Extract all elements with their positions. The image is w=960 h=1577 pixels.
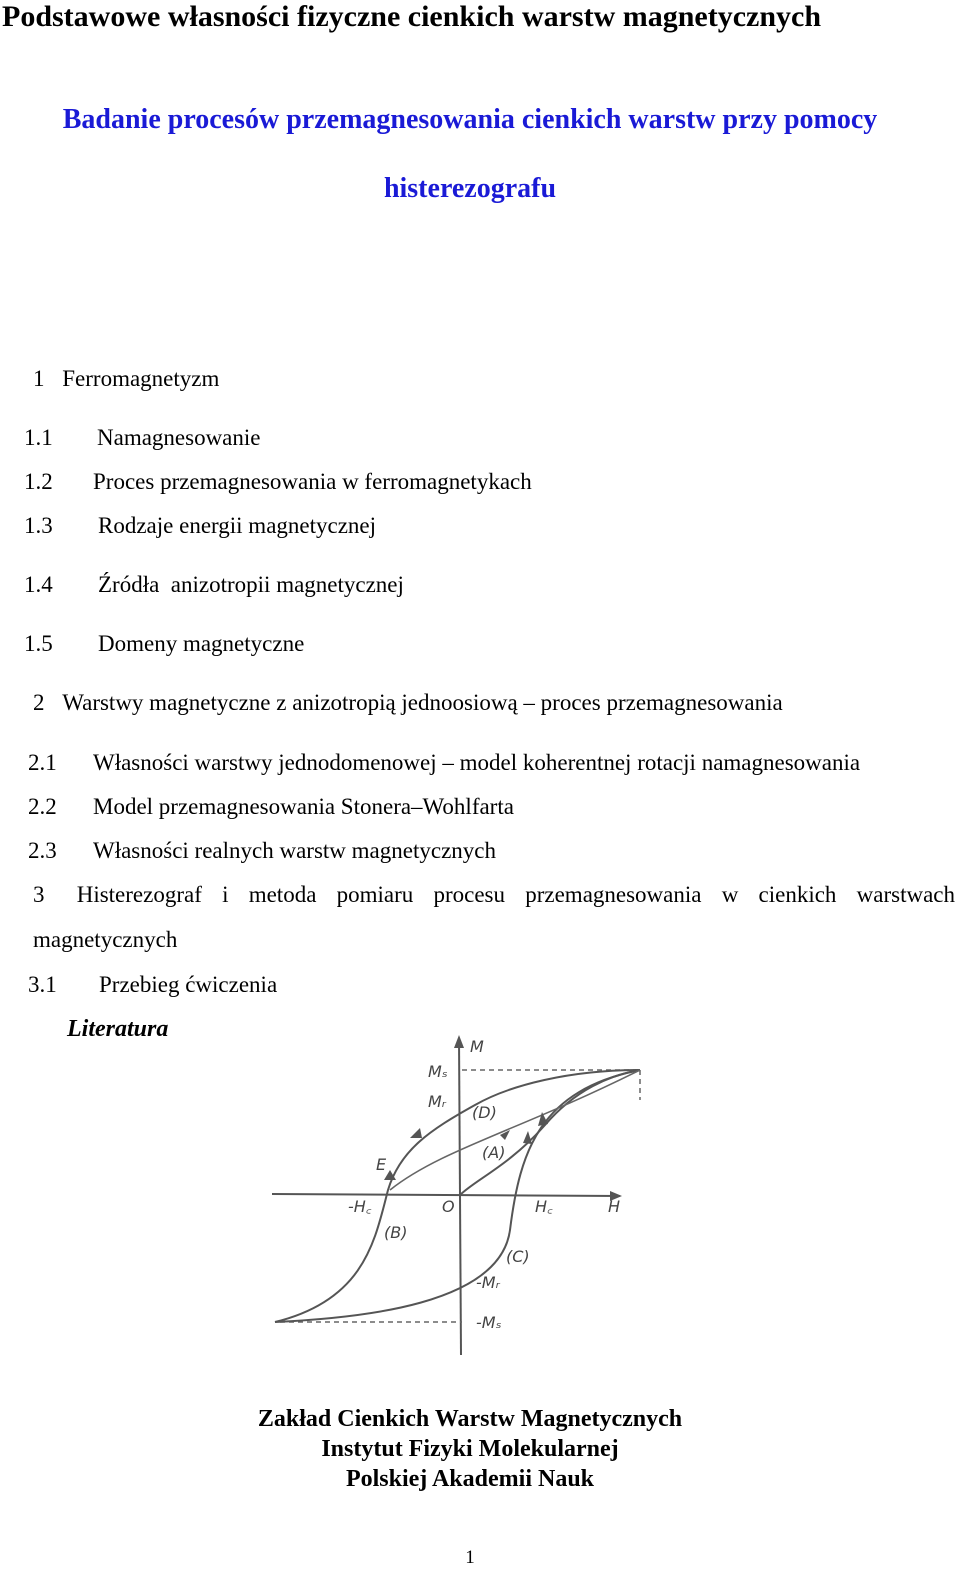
label-m: M xyxy=(470,1037,484,1056)
toc-section-1-5 xyxy=(24,631,305,657)
label-c: (C) xyxy=(506,1247,530,1266)
toc-section-2-3 xyxy=(28,838,496,864)
toc-section-3 xyxy=(33,882,955,908)
toc-literature: Literatura xyxy=(67,1016,169,1042)
footer-line-3: Polskiej Akademii Nauk xyxy=(345,1466,595,1492)
toc-number: 2.1 xyxy=(28,750,57,775)
toc-number: 1.5 xyxy=(24,631,53,656)
toc-section-3-1 xyxy=(28,972,278,998)
toc-label: Źródła anizotropii magnetycznej xyxy=(98,572,404,597)
toc-section-3-continuation: magnetycznych xyxy=(33,927,178,952)
label-ms: Mₛ xyxy=(428,1062,448,1081)
toc-section-2 xyxy=(33,690,783,716)
label-origin: O xyxy=(442,1197,455,1216)
toc-label: Warstwy magnetyczne z anizotropią jednoosiową – proces przemagnesowania xyxy=(62,690,783,715)
toc-label: Domeny magnetyczne xyxy=(98,631,305,656)
toc-label: Histerezograf i metoda pomiaru procesu przemagnesowania w cienkich warstwach xyxy=(76,882,955,907)
toc-label: Model przemagnesowania Stonera–Wohlfarta xyxy=(93,794,514,819)
page-number: 1 xyxy=(465,1547,475,1568)
toc-label: Własności warstwy jednodomenowej – model koherentnej rotacji namagnesowania xyxy=(93,750,861,775)
label-b: (B) xyxy=(384,1223,408,1242)
label-mr: Mᵣ xyxy=(428,1092,446,1111)
label-a: (A) xyxy=(482,1143,506,1162)
document-title: Podstawowe własności fizyczne cienkich warstw magnetycznych xyxy=(2,0,822,33)
toc-section-2-1 xyxy=(28,750,861,776)
label-neg-ms: -Mₛ xyxy=(476,1313,502,1332)
subtitle-line-2: histerezografu xyxy=(383,173,557,204)
toc-number: 1.3 xyxy=(24,513,53,538)
toc-number: 2 xyxy=(33,690,45,715)
toc-number: 1.4 xyxy=(24,572,53,597)
toc-label: Własności realnych warstw magnetycznych xyxy=(93,838,496,863)
toc-section-1-3 xyxy=(24,513,377,539)
toc-label: Namagnesowanie xyxy=(97,425,261,450)
hysteresis-loop-figure xyxy=(270,1030,660,1360)
toc-section-1-4 xyxy=(24,572,404,598)
toc-section-1-2 xyxy=(24,469,532,495)
label-neg-hc: -H꜀ xyxy=(348,1197,372,1216)
subtitle-line-1: Badanie procesów przemagnesowania cienkich warstw przy pomocy xyxy=(62,104,878,135)
h-axis xyxy=(272,1194,620,1196)
m-axis-arrow xyxy=(454,1035,464,1048)
toc-label: Proces przemagnesowania w ferromagnetykach xyxy=(93,469,532,494)
label-e: E xyxy=(376,1155,387,1174)
toc-section-1-1 xyxy=(24,425,261,451)
label-d: (D) xyxy=(472,1103,497,1122)
m-axis xyxy=(459,1038,461,1355)
label-neg-mr: -Mᵣ xyxy=(476,1273,500,1292)
arrow-initial xyxy=(523,1131,532,1144)
toc-label: Przebieg ćwiczenia xyxy=(99,972,278,997)
initial-curve xyxy=(460,1070,640,1195)
toc-number: 1 xyxy=(33,366,45,391)
toc-section-2-2 xyxy=(28,794,514,820)
toc-number: 3.1 xyxy=(28,972,57,997)
footer-line-2: Instytut Fizyki Molekularnej xyxy=(321,1436,619,1462)
footer-line-1: Zakład Cienkich Warstw Magnetycznych xyxy=(257,1406,683,1432)
toc-number: 2.2 xyxy=(28,794,57,819)
label-hc: H꜀ xyxy=(535,1197,553,1216)
toc-label: Rodzaje energii magnetycznej xyxy=(98,513,377,538)
toc-section-1 xyxy=(33,366,219,392)
arrow-descending xyxy=(410,1128,422,1138)
toc-number: 3 xyxy=(33,882,45,907)
toc-number: 1.1 xyxy=(24,425,53,450)
toc-label: Ferromagnetyzm xyxy=(62,366,220,391)
label-h: H xyxy=(608,1197,621,1216)
toc-number: 1.2 xyxy=(24,469,53,494)
toc-number: 2.3 xyxy=(28,838,57,863)
